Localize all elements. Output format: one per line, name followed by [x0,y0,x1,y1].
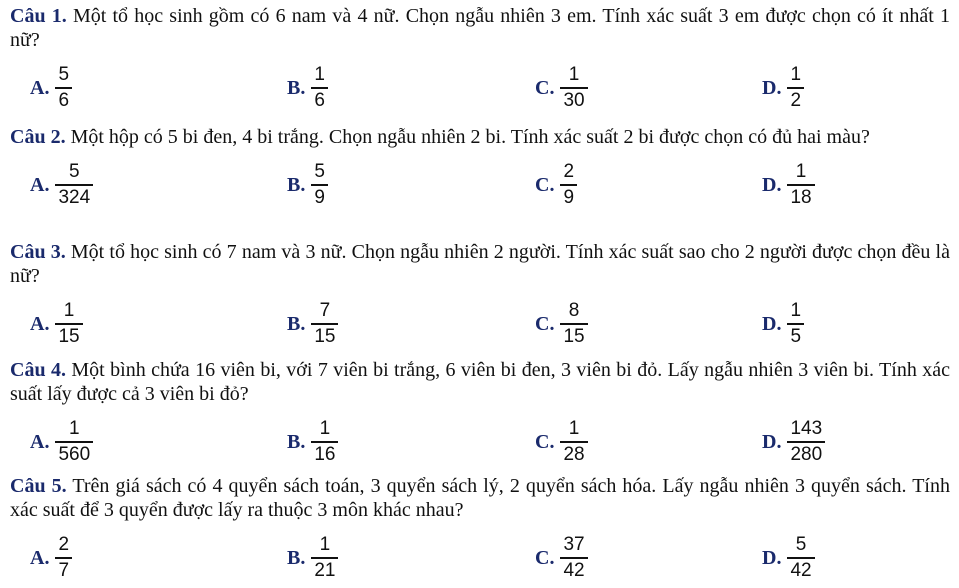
question-4 [10,358,950,472]
question-stem [10,474,950,522]
option-letter: A. [30,76,50,99]
numerator: 2 [58,534,70,556]
denominator: 42 [790,559,812,581]
question-stem [10,125,950,149]
denominator: 9 [563,186,575,208]
question-1 [10,4,950,118]
fraction [560,299,587,349]
question-text: Một tổ học sinh gồm có 6 nam và 4 nữ. Chọn ngẫu nhiên 3 em. Tính xác suất 3 em được chọn có ít nhất 1 nữ? [10,5,950,51]
option-b [287,58,328,118]
numerator: 1 [319,534,331,556]
denominator: 16 [314,443,336,465]
question-stem [10,240,950,288]
option-b [287,294,338,354]
option-c [535,294,588,354]
numerator: 5 [795,534,807,556]
question-number: Câu 1. [10,5,67,27]
denominator: 2 [790,89,802,111]
answer-options [10,155,950,215]
option-c [535,155,577,215]
fraction [55,533,72,583]
denominator: 15 [58,325,80,347]
fraction [787,299,804,349]
fraction [55,417,93,467]
denominator: 324 [58,186,91,208]
question-2 [10,125,950,215]
option-letter: D. [762,430,782,453]
option-letter: B. [287,173,306,196]
option-a [30,294,83,354]
fraction [560,533,587,583]
numerator: 1 [568,418,580,440]
option-letter: C. [535,430,555,453]
option-letter: A. [30,430,50,453]
denominator: 21 [314,559,336,581]
denominator: 30 [563,89,585,111]
option-d [762,58,804,118]
option-letter: D. [762,76,782,99]
question-text: Một bình chứa 16 viên bi, với 7 viên bi trắng, 6 viên bi đen, 3 viên bi đỏ. Lấy ngẫu nhiên 3 viên bi. Tính xác suất lấy được cả 3 viên bi đỏ? [10,359,950,405]
fraction [311,299,338,349]
denominator: 5 [790,325,802,347]
denominator: 7 [58,559,70,581]
numerator: 1 [790,300,802,322]
numerator: 143 [790,418,823,440]
option-d [762,155,815,215]
option-c [535,528,588,588]
answer-options [10,58,950,118]
answer-options [10,528,950,588]
denominator: 18 [790,186,812,208]
question-stem [10,4,950,52]
option-letter: A. [30,312,50,335]
numerator: 7 [319,300,331,322]
fraction [55,299,82,349]
numerator: 8 [568,300,580,322]
option-letter: D. [762,312,782,335]
option-a [30,528,72,588]
numerator: 1 [790,64,802,86]
option-letter: C. [535,76,555,99]
option-d [762,528,815,588]
fraction [560,160,577,210]
numerator: 5 [69,161,80,183]
denominator: 28 [563,443,585,465]
fraction [560,417,587,467]
option-letter: C. [535,546,555,569]
denominator: 560 [58,443,91,465]
denominator: 6 [314,89,325,111]
fraction [311,417,338,467]
option-letter: B. [287,430,306,453]
denominator: 15 [563,325,585,347]
question-number: Câu 5. [10,475,67,497]
fraction [787,533,814,583]
denominator: 15 [314,325,336,347]
fraction [55,160,93,210]
numerator: 37 [563,534,585,556]
numerator: 1 [63,300,75,322]
question-3 [10,240,950,354]
fraction [55,63,72,113]
question-text: Trên giá sách có 4 quyển sách toán, 3 quyển sách lý, 2 quyển sách hóa. Lấy ngẫu nhiên 3 quyển sách. Tính xác suất để 3 quyển được lấy ra thuộc 3 môn khác nhau? [10,475,950,521]
option-b [287,528,338,588]
answer-options [10,294,950,354]
numerator: 5 [314,161,325,183]
option-a [30,412,93,472]
question-5 [10,474,950,588]
fraction [311,533,338,583]
fraction [787,160,814,210]
numerator: 5 [58,64,70,86]
option-d [762,412,825,472]
fraction [311,160,328,210]
question-text: Một tổ học sinh có 7 nam và 3 nữ. Chọn ngẫu nhiên 2 người. Tính xác suất sao cho 2 người được chọn đều là nữ? [10,241,950,287]
numerator: 2 [563,161,575,183]
option-letter: A. [30,546,50,569]
question-stem [10,358,950,406]
option-b [287,155,328,215]
option-letter: B. [287,76,306,99]
fraction [311,63,328,113]
fraction [787,63,804,113]
numerator: 1 [314,64,325,86]
denominator: 9 [314,186,325,208]
option-letter: B. [287,546,306,569]
question-number: Câu 2. [10,126,66,148]
denominator: 42 [563,559,585,581]
option-letter: B. [287,312,306,335]
option-a [30,155,93,215]
fraction [560,63,587,113]
numerator: 1 [795,161,807,183]
option-letter: D. [762,546,782,569]
numerator: 1 [69,418,80,440]
option-letter: D. [762,173,782,196]
denominator: 280 [790,443,823,465]
fraction [787,417,825,467]
question-number: Câu 4. [10,359,66,381]
option-letter: A. [30,173,50,196]
option-c [535,58,588,118]
option-a [30,58,72,118]
answer-options [10,412,950,472]
option-letter: C. [535,312,555,335]
question-number: Câu 3. [10,241,66,263]
option-d [762,294,804,354]
numerator: 1 [568,64,580,86]
question-text: Một hộp có 5 bi đen, 4 bi trắng. Chọn ngẫu nhiên 2 bi. Tính xác suất 2 bi được chọn có đủ hai màu? [65,126,870,148]
option-letter: C. [535,173,555,196]
option-b [287,412,338,472]
denominator: 6 [58,89,70,111]
option-c [535,412,588,472]
numerator: 1 [319,418,331,440]
